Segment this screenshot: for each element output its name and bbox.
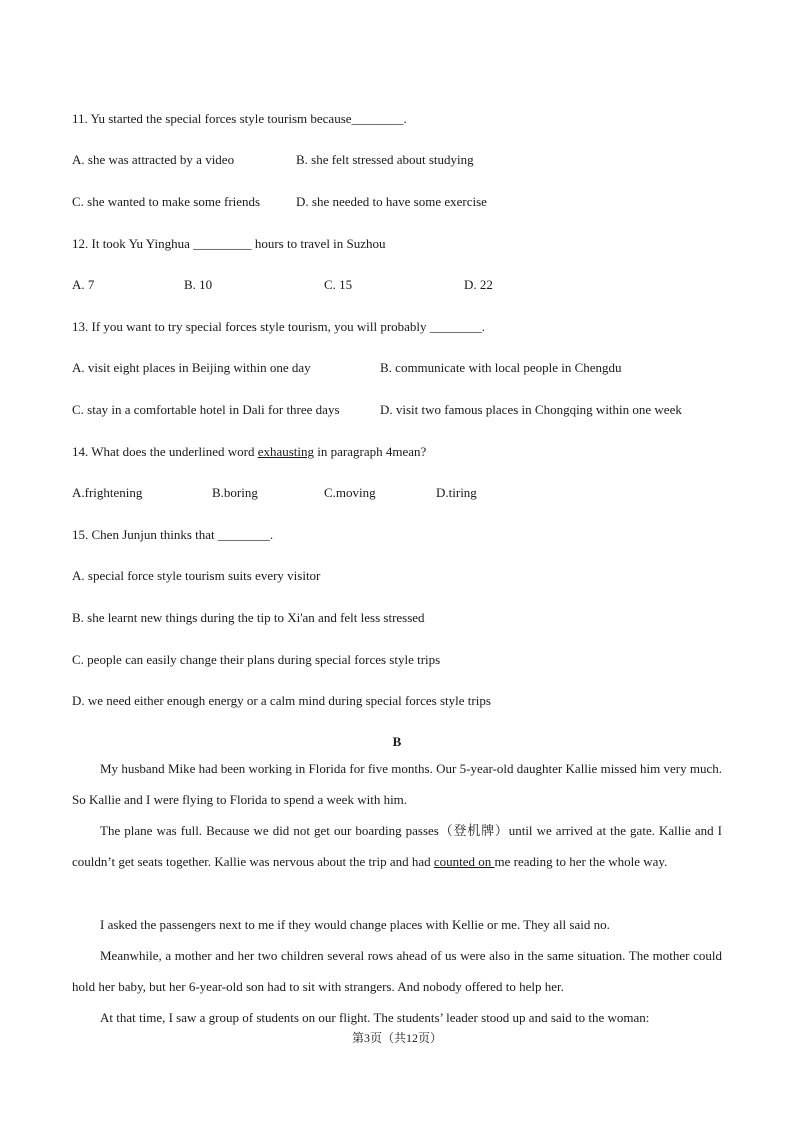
underlined-phrase: counted on [433, 854, 495, 869]
question-14-option-b: B.boring [212, 485, 258, 500]
paragraph-2-post: me reading to her the whole way. [494, 854, 668, 869]
section-b-heading: B [392, 734, 402, 749]
question-13-stem: 13. If you want to try special forces style tourism, you will probably ________. [72, 319, 486, 334]
question-14-option-c: C.moving [324, 485, 376, 500]
paragraph-1: My husband Mike had been working in Florida for five months. Our 5-year-old daughter Kallie missed him very much. So Kallie and I were flying to Florida to spend a week with him. [72, 761, 722, 807]
question-13-option-b: B. communicate with local people in Chengdu [380, 360, 622, 375]
question-14-stem-post: in paragraph 4mean? [314, 444, 427, 459]
question-13-option-c: C. stay in a comfortable hotel in Dali for three days [72, 402, 340, 417]
question-14-option-d: D.tiring [436, 485, 477, 500]
paragraph-3: I asked the passengers next to me if they would change places with Kellie or me. They all said no. [100, 917, 610, 932]
question-15-option-c: C. people can easily change their plans during special forces style trips [72, 652, 441, 667]
question-12-option-b: B. 10 [184, 277, 213, 292]
question-12-option-c: C. 15 [324, 277, 353, 292]
question-14-option-a: A.frightening [72, 485, 143, 500]
question-11-stem: 11. Yu started the special forces style tourism because________. [72, 111, 407, 126]
paragraph-2 [72, 815, 722, 877]
question-12-option-d: D. 22 [464, 277, 493, 292]
question-12-stem: 12. It took Yu Yinghua _________ hours to travel in Suzhou [72, 236, 386, 251]
question-13-option-a: A. visit eight places in Beijing within one day [72, 360, 311, 375]
question-11-option-d: D. she needed to have some exercise [296, 194, 487, 209]
question-11-option-a: A. she was attracted by a video [72, 152, 235, 167]
page-footer: 第3页（共12页） [351, 1031, 442, 1045]
paragraph-4: Meanwhile, a mother and her two children several rows ahead of us were also in the same situation. The mother could hold her baby, but her 6-year-old son had to sit with strangers. And nobody offered to help her. [72, 948, 722, 994]
question-12-option-a: A. 7 [72, 277, 95, 292]
question-14-stem [72, 444, 426, 460]
question-13-option-d: D. visit two famous places in Chongqing within one week [380, 402, 682, 417]
question-15-option-b: B. she learnt new things during the tip to Xi'an and felt less stressed [72, 610, 425, 625]
underlined-word: exhausting [257, 444, 315, 459]
question-15-option-a: A. special force style tourism suits every visitor [72, 568, 321, 583]
question-15-option-d: D. we need either enough energy or a calm mind during special forces style trips [72, 693, 491, 708]
question-15-stem: 15. Chen Junjun thinks that ________. [72, 527, 274, 542]
paragraph-2-pre: The plane was full. Because we did not get our boarding passes（登机牌）until we arrived at the gate. Kallie and I couldn’t get seats together. Kallie was nervous about the trip and had [72, 823, 722, 869]
question-11-option-c: C. she wanted to make some friends [72, 194, 261, 209]
question-14-stem-pre: 14. What does the underlined word [72, 444, 258, 459]
question-11-option-b: B. she felt stressed about studying [296, 152, 474, 167]
paragraph-5: At that time, I saw a group of students on our flight. The students’ leader stood up and said to the woman: [100, 1010, 650, 1025]
